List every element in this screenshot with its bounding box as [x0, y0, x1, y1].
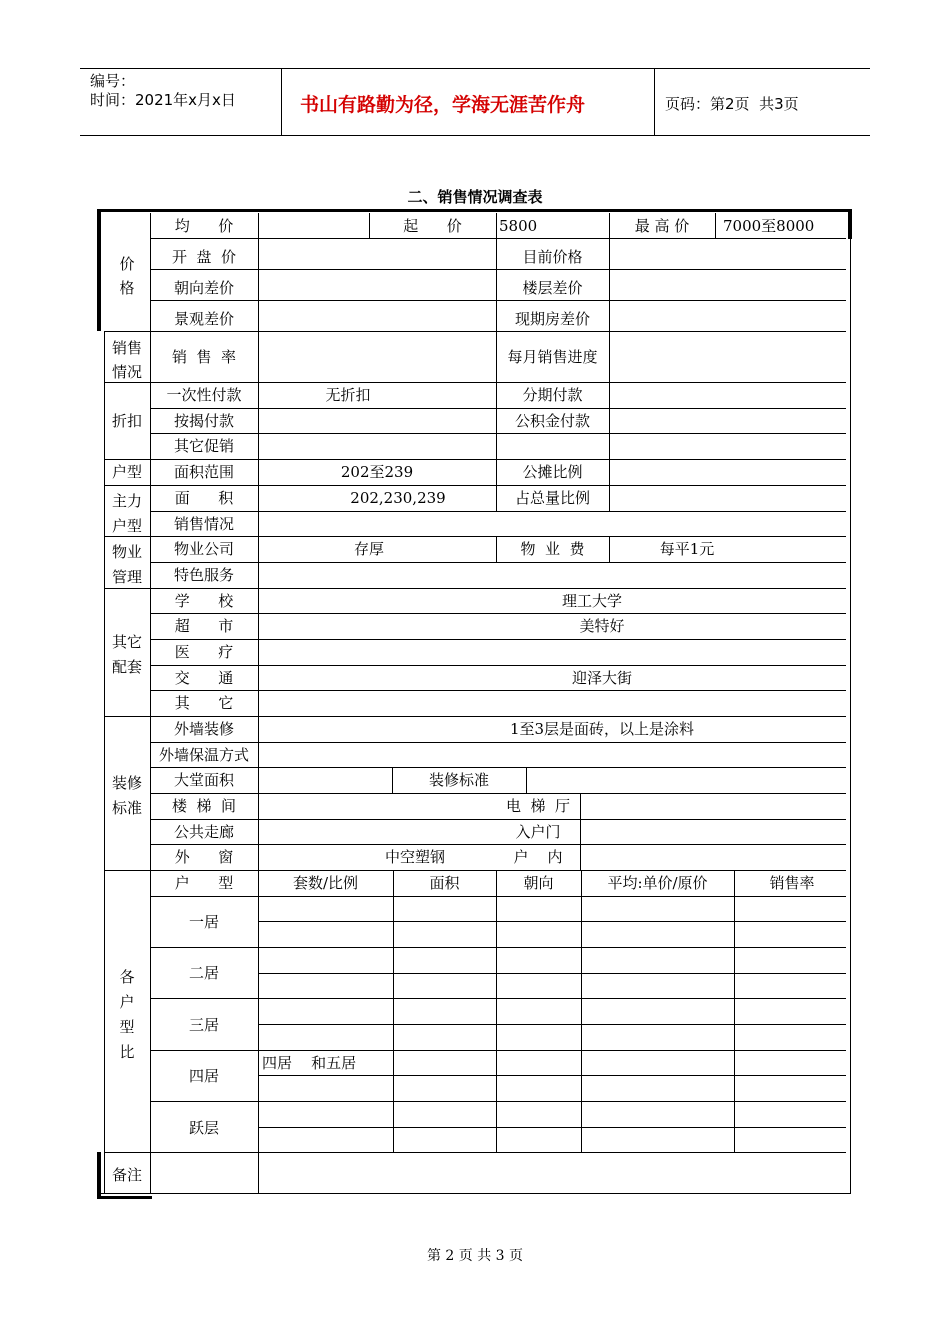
- ratio-row-four-bed: 四居: [188, 1067, 219, 1085]
- elevator-hall-label: 电 梯 厅: [505, 797, 571, 815]
- code-label: 编号：: [90, 72, 136, 90]
- grid-line: [258, 1075, 846, 1076]
- grid-line: [150, 819, 846, 820]
- fund-label: 公积金付款: [514, 412, 590, 430]
- open-price-label: 开 盘 价: [171, 248, 237, 266]
- header-top-rule: [80, 68, 870, 69]
- grid-line: [150, 433, 846, 434]
- grid-line: [150, 300, 846, 301]
- time-label: 时间：2021年x月x日: [90, 91, 236, 109]
- property-fee-value: 每平1元: [659, 540, 715, 558]
- ratio-header-sales-rate: 销售率: [769, 874, 815, 892]
- grid-line: [150, 269, 846, 270]
- header-divider: [281, 68, 282, 136]
- installment-label: 分期付款: [522, 386, 583, 404]
- grid-line: [715, 213, 716, 238]
- max-price-value: 7000至8000: [723, 217, 815, 235]
- lobby-area-label: 大堂面积: [173, 771, 234, 789]
- remark-label: 备注: [111, 1166, 142, 1184]
- table-border: [97, 1193, 851, 1194]
- ratio-header-area: 面积: [429, 874, 460, 892]
- section-discount: 折扣: [111, 412, 142, 430]
- grid-line: [393, 870, 394, 1152]
- start-price-label: 起 价: [403, 217, 462, 235]
- grid-line: [104, 459, 846, 460]
- grid-line: [581, 870, 582, 1152]
- grid-line: [150, 742, 846, 743]
- section-main-unit: 主力 户型: [111, 492, 142, 535]
- grid-line: [496, 870, 497, 1152]
- grid-line: [609, 238, 610, 459]
- property-company-label: 物业公司: [173, 540, 234, 558]
- grid-line: [150, 562, 846, 563]
- traffic-value: 迎泽大街: [571, 669, 632, 687]
- header-bottom-rule: [80, 135, 870, 136]
- school-value: 理工大学: [561, 592, 622, 610]
- grid-line: [104, 331, 846, 332]
- table-border: [850, 209, 851, 1194]
- medical-label: 医 疗: [174, 643, 234, 661]
- traffic-label: 交 通: [174, 669, 234, 687]
- avg-price-label: 均 价: [174, 217, 234, 235]
- page-footer: 第 2 页 共 3 页: [426, 1248, 524, 1264]
- grid-line: [150, 896, 846, 897]
- grid-line: [150, 1050, 846, 1051]
- lump-sum-value: 无折扣: [325, 386, 371, 404]
- ratio-header-price: 平均:单价/原价: [607, 874, 708, 892]
- school-label: 学 校: [174, 592, 234, 610]
- window-value: 中空塑钢: [384, 848, 445, 866]
- area-range-value: 202至239: [340, 463, 414, 481]
- section-sales: 销售 情况: [111, 339, 142, 381]
- grid-line: [150, 1101, 846, 1102]
- main-area-label: 面 积: [174, 489, 234, 507]
- form-title: 二、销售情况调查表: [407, 188, 543, 206]
- property-company-value: 存厚: [353, 540, 384, 558]
- four-bed-note: 四居 和五居: [262, 1054, 357, 1072]
- grid-line: [609, 459, 610, 511]
- grid-line: [104, 485, 846, 486]
- monthly-progress-label: 每月销售进度: [507, 348, 598, 366]
- table-border: [848, 209, 852, 239]
- grid-line: [150, 238, 846, 239]
- ratio-header-type: 户 型: [174, 874, 234, 892]
- table-border: [97, 1196, 152, 1199]
- section-unit: 户型: [111, 463, 142, 481]
- section-unit-ratio: 各 户 型 比: [119, 968, 135, 1061]
- current-price-label: 目前价格: [522, 248, 583, 266]
- window-label: 外 窗: [174, 848, 234, 866]
- corridor-label: 公共走廊: [173, 823, 234, 841]
- mortgage-label: 按揭付款: [173, 412, 234, 430]
- grid-line: [150, 613, 846, 614]
- other-promo-label: 其它促销: [173, 437, 234, 455]
- market-value: 美特好: [579, 617, 625, 635]
- sales-rate-label: 销 售 率: [171, 348, 237, 366]
- area-range-label: 面积范围: [173, 463, 234, 481]
- lump-sum-label: 一次性付款: [166, 386, 242, 404]
- ratio-header-orientation: 朝向: [523, 874, 554, 892]
- indoor-label: 户 内: [513, 848, 563, 866]
- grid-line: [150, 844, 846, 845]
- grid-line: [580, 793, 581, 870]
- share-ratio-label: 公摊比例: [522, 463, 583, 481]
- unit-sales-label: 销售情况: [173, 515, 234, 533]
- grid-line: [104, 536, 846, 537]
- grid-line: [150, 947, 846, 948]
- entry-door-label: 入户门: [515, 823, 561, 841]
- page-indicator: 页码：第2页 共3页: [665, 95, 799, 113]
- special-service-label: 特色服务: [173, 566, 234, 584]
- grid-line: [258, 1127, 846, 1128]
- table-border: [97, 209, 101, 331]
- main-area-value: 202,230,239: [350, 489, 446, 507]
- section-property: 物业 管理: [111, 543, 142, 586]
- section-price: 价 格: [119, 255, 135, 297]
- grid-line: [258, 213, 259, 1193]
- table-border: [97, 209, 851, 212]
- total-ratio-label: 占总量比例: [514, 489, 590, 507]
- exterior-wall-label: 外墙装修: [173, 720, 234, 738]
- motto: 书山有路勤为径，学海无涯苦作舟: [300, 94, 586, 116]
- grid-line: [258, 921, 846, 922]
- ratio-row-two-bed: 二居: [188, 964, 219, 982]
- property-fee-label: 物 业 费: [520, 540, 585, 558]
- grid-line: [104, 382, 846, 383]
- table-border: [97, 1152, 101, 1198]
- ratio-row-three-bed: 三居: [188, 1016, 219, 1034]
- grid-line: [104, 716, 846, 717]
- section-facility: 其它 配套: [111, 633, 142, 676]
- stairwell-label: 楼 梯 间: [171, 797, 237, 815]
- market-label: 超 市: [174, 617, 234, 635]
- decoration-standard-label: 装修标准: [428, 771, 489, 789]
- other-facility-label: 其 它: [174, 694, 234, 712]
- ratio-row-one-bed: 一居: [188, 913, 219, 931]
- grid-line: [734, 870, 735, 1152]
- grid-line: [150, 793, 846, 794]
- max-price-label: 最 高 价: [634, 217, 690, 235]
- grid-line: [150, 767, 846, 768]
- grid-line: [258, 973, 846, 974]
- grid-line: [150, 665, 846, 666]
- orient-diff-label: 朝向差价: [173, 279, 234, 297]
- ratio-row-duplex: 跃层: [188, 1119, 219, 1137]
- ready-diff-label: 现期房差价: [514, 310, 590, 328]
- grid-line: [104, 588, 846, 589]
- header-divider: [654, 68, 655, 136]
- grid-line: [150, 639, 846, 640]
- grid-line: [150, 408, 846, 409]
- grid-line: [150, 511, 846, 512]
- view-diff-label: 景观差价: [173, 310, 234, 328]
- grid-line: [526, 767, 527, 793]
- grid-line: [104, 1152, 846, 1153]
- exterior-wall-value: 1至3层是面砖，以上是涂料: [509, 720, 695, 738]
- floor-diff-label: 楼层差价: [522, 279, 583, 297]
- grid-line: [150, 998, 846, 999]
- grid-line: [150, 690, 846, 691]
- section-decoration: 装修 标准: [111, 774, 142, 817]
- ratio-header-count: 套数/比例: [292, 874, 359, 892]
- insulation-label: 外墙保温方式: [158, 746, 249, 764]
- grid-line: [258, 1024, 846, 1025]
- grid-line: [496, 213, 497, 238]
- start-price-value: 5800: [499, 217, 538, 235]
